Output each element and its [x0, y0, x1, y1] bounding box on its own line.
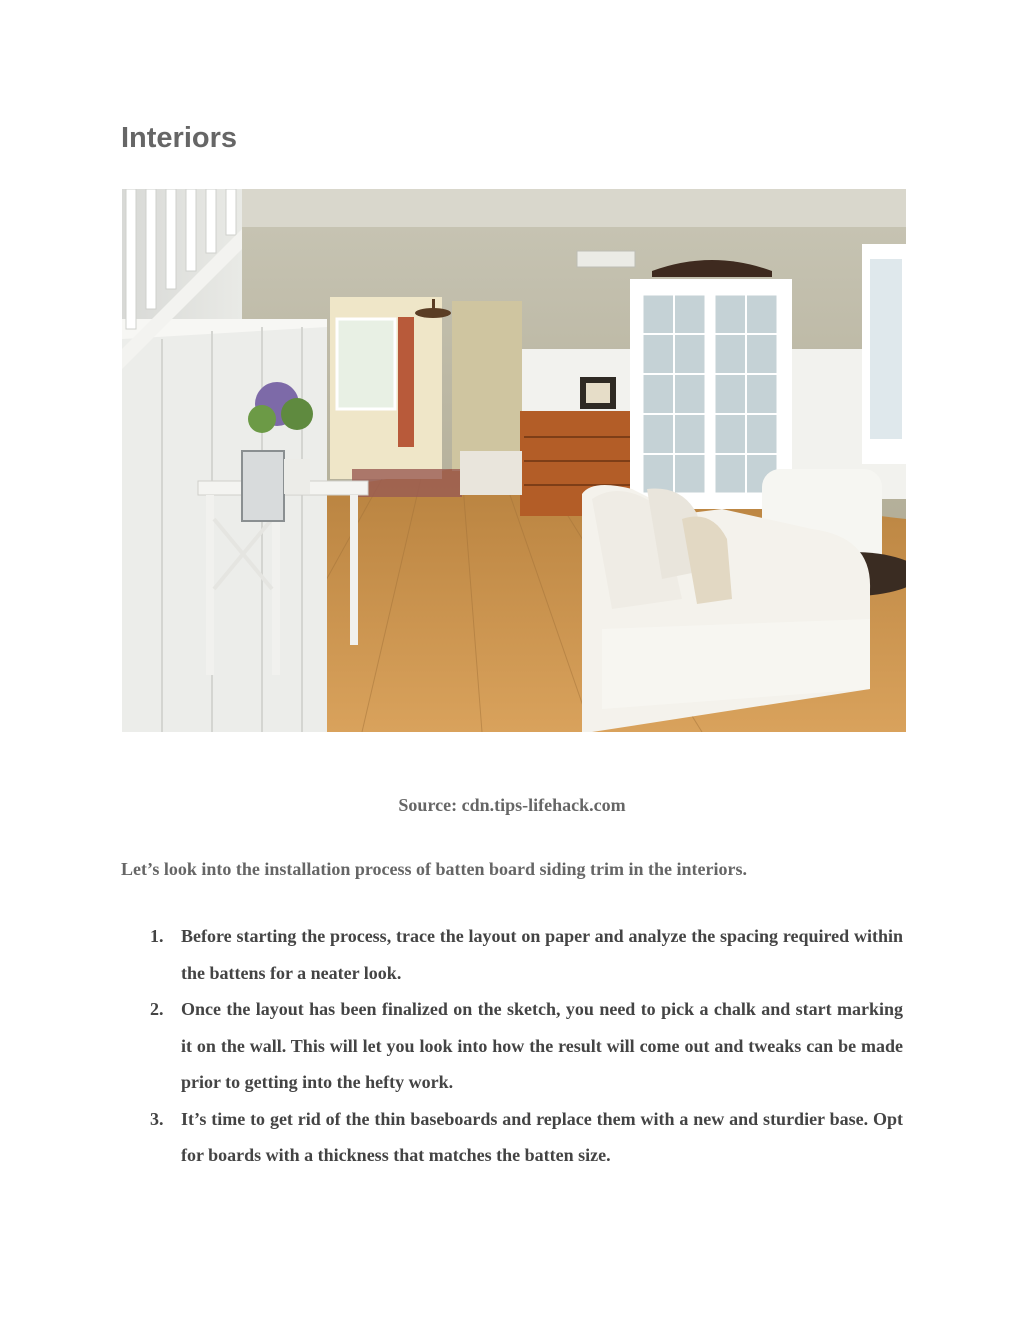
- list-item: [150, 918, 903, 991]
- list-item-number: 3.: [150, 1108, 164, 1129]
- list-item: [150, 991, 903, 1101]
- installation-steps-list: [150, 918, 903, 1174]
- intro-paragraph: Let’s look into the installation process of batten board siding trim in the interiors.: [121, 859, 748, 879]
- list-item-number: 1.: [150, 926, 164, 946]
- list-item-text: Once the layout has been finalized on the sketch, you need to pick a chalk and start marking it on the wall. This will let you look into how the result will come out and tweaks can be made prior to getting into the hefty work.: [181, 999, 903, 1092]
- image-source-caption: Source: cdn.tips-lifehack.com: [398, 795, 626, 815]
- list-item: [150, 1101, 903, 1174]
- list-item-number: 2.: [150, 999, 164, 1019]
- list-item-text: Before starting the process, trace the layout on paper and analyze the spacing required within the battens for a neater look.: [181, 926, 903, 983]
- section-heading: Interiors: [121, 122, 238, 154]
- list-item-text: It’s time to get rid of the thin baseboards and replace them with a new and sturdier base. Opt for boards with a thickness that matches the batten size.: [181, 1108, 903, 1165]
- interior-photo: [122, 189, 906, 732]
